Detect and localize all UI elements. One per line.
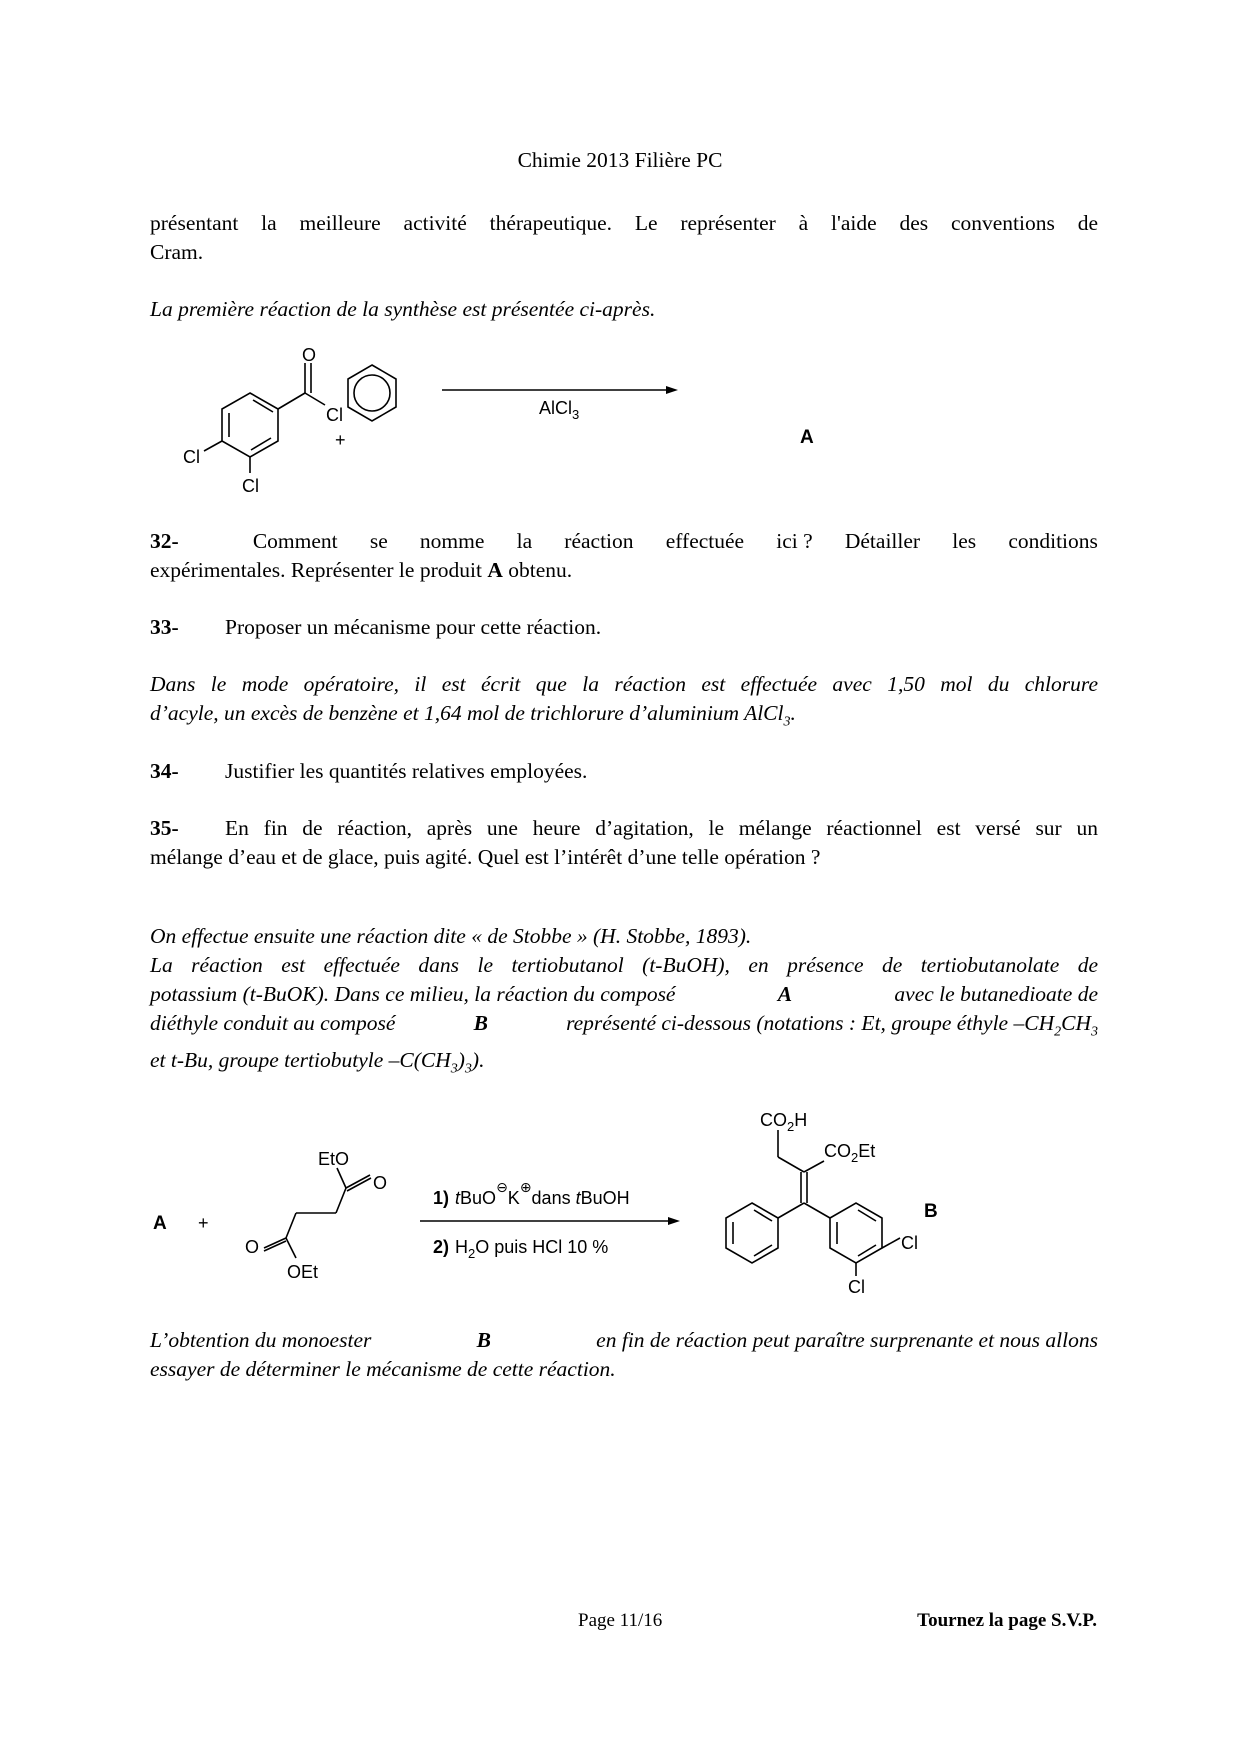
text: d’acyle, un excès de benzène et 1,64 mol de trichlorure d’aluminium AlCl bbox=[150, 701, 784, 725]
subscript: 2 bbox=[1054, 1024, 1062, 1040]
bond bbox=[804, 1161, 824, 1172]
word: effectuée bbox=[665, 529, 745, 553]
text: et t-Bu, groupe tertiobutyle –C(CH bbox=[150, 1048, 451, 1073]
cl-label: Cl bbox=[901, 1233, 918, 1253]
question-number: 34- bbox=[150, 759, 179, 783]
text-group bbox=[566, 1009, 1098, 1046]
turn-page-note: Tournez la page S.V.P. bbox=[917, 1610, 1097, 1631]
dichlorobenzoyl-chloride-structure bbox=[204, 363, 668, 473]
question-text: Justifier les quantités relatives employées. bbox=[225, 759, 588, 783]
product-a-label: A bbox=[800, 427, 814, 448]
reaction-1-arrowhead bbox=[666, 386, 678, 394]
question-32-line-2 bbox=[150, 556, 1098, 585]
bond bbox=[778, 1203, 804, 1218]
oxygen-label: O bbox=[245, 1237, 260, 1257]
question-text: Proposer un mécanisme pour cette réaction. bbox=[225, 615, 602, 639]
acyl-cl-label: Cl bbox=[326, 405, 343, 425]
procedure-line-2 bbox=[150, 699, 1098, 736]
ring-cl-label: Cl bbox=[183, 447, 200, 467]
bond bbox=[346, 1175, 370, 1188]
text: . bbox=[790, 701, 796, 725]
text: obtenu. bbox=[502, 558, 573, 582]
co2et-label: $CO_2Et$ bbox=[824, 1141, 876, 1165]
benzene-aromatic-circle bbox=[354, 375, 390, 411]
c-cl-bond bbox=[305, 393, 325, 405]
text: ). bbox=[471, 1048, 485, 1073]
question-35-line-1 bbox=[150, 814, 1098, 843]
conclusion-paragraph bbox=[150, 1326, 1098, 1384]
question-35 bbox=[150, 814, 1098, 872]
question-text: En fin de réaction, après une heure d’agitation, le mélange réactionnel est versé sur un bbox=[225, 816, 1098, 840]
procedure-line-1: Dans le mode opératoire, il est écrit que la réaction est effectuée avec 1,50 mol du chlorure bbox=[150, 672, 1098, 696]
procedure-paragraph bbox=[150, 670, 1098, 736]
word: ici ? bbox=[776, 529, 813, 553]
word: Détailler bbox=[844, 529, 921, 553]
question-32 bbox=[150, 527, 1098, 585]
bond bbox=[286, 1213, 296, 1238]
benzene-ring bbox=[348, 365, 396, 421]
text: L’obtention du monoester bbox=[150, 1328, 372, 1352]
question-number: 32- bbox=[150, 529, 179, 553]
subscript: 3 bbox=[1090, 1024, 1098, 1040]
stobbe-line-4 bbox=[150, 1009, 1098, 1046]
bond bbox=[778, 1157, 804, 1172]
conclusion-line-1 bbox=[150, 1326, 1098, 1355]
page-title: Chimie 2013 Filière PC bbox=[517, 148, 723, 172]
subscript: 3 bbox=[783, 714, 791, 730]
co2h-label: $CO_2H$ bbox=[760, 1110, 808, 1134]
carbonyl-o-label: O bbox=[302, 345, 317, 365]
reaction-1-scheme bbox=[140, 345, 840, 505]
ring-double-bond bbox=[253, 400, 273, 412]
bond bbox=[336, 1188, 346, 1213]
bold-label: B bbox=[473, 1011, 488, 1035]
word: conditions bbox=[1008, 529, 1098, 553]
diethyl-succinate-structure bbox=[264, 1168, 371, 1258]
plus-sign: + bbox=[335, 430, 346, 450]
bond bbox=[286, 1238, 296, 1258]
intro-line-1 bbox=[150, 209, 1098, 238]
stobbe-line-3 bbox=[150, 980, 1098, 1009]
ring-double-bond bbox=[754, 1210, 772, 1221]
ring-double-bond bbox=[754, 1245, 772, 1256]
reaction-2-scheme bbox=[140, 1095, 1040, 1305]
ring-double-bond bbox=[251, 438, 271, 450]
text: CH bbox=[1061, 1011, 1091, 1035]
oet-label: OEt bbox=[287, 1262, 319, 1282]
question-35-line-2: mélange d’eau et de glace, puis agité. Quel est l’intérêt d’une telle opération ? bbox=[150, 845, 821, 869]
bold-label: B bbox=[476, 1328, 491, 1352]
first-reaction-intro: La première réaction de la synthèse est présentée ci-après. bbox=[150, 297, 656, 321]
product-b-label: B bbox=[924, 1201, 938, 1222]
ring-cl-bond bbox=[204, 441, 222, 451]
word: se bbox=[369, 529, 388, 553]
text: diéthyle conduit au composé bbox=[150, 1011, 396, 1035]
oxygen-label: O bbox=[373, 1173, 388, 1193]
stobbe-line-5 bbox=[150, 1046, 1098, 1083]
stobbe-line-2: La réaction est effectuée dans le tertiobutanol (t-BuOH), en présence de tertiobutanolate de bbox=[150, 953, 1098, 977]
cl-bond bbox=[882, 1238, 900, 1248]
question-34 bbox=[150, 757, 1098, 786]
question-33 bbox=[150, 613, 1098, 642]
word: Comment bbox=[252, 529, 338, 553]
step-2-label: 2) $H_2O$ puis HCl 10 % bbox=[433, 1237, 609, 1261]
ring-double-bond bbox=[858, 1245, 876, 1256]
reaction-2-arrowhead bbox=[668, 1217, 680, 1225]
intro-line-2: Cram. bbox=[150, 240, 204, 264]
word: réaction bbox=[564, 529, 634, 553]
intro-line-1-text: présentant la meilleure activité thérapeutique. Le représenter à l'aide des conventions de bbox=[150, 211, 1098, 235]
conclusion-line-2: essayer de déterminer le mécanisme de cette réaction. bbox=[150, 1357, 616, 1381]
stobbe-paragraph bbox=[150, 922, 1098, 1084]
eto-label: EtO bbox=[318, 1149, 350, 1169]
word: les bbox=[952, 529, 977, 553]
text: expérimentales. Représenter le produit bbox=[150, 558, 488, 582]
acyl-bond bbox=[278, 393, 305, 409]
subscript: 3 bbox=[464, 1061, 472, 1077]
cl-label: Cl bbox=[848, 1277, 865, 1297]
bold-label: A bbox=[777, 982, 793, 1006]
plus-sign: + bbox=[198, 1213, 209, 1233]
bond bbox=[337, 1168, 346, 1188]
intro-paragraph bbox=[150, 209, 1098, 267]
ring-double-bond bbox=[858, 1210, 876, 1221]
page-number: Page 11/16 bbox=[578, 1610, 663, 1631]
dichloro-ring bbox=[222, 393, 278, 457]
text: représenté ci-dessous (notations : Et, groupe éthyle –CH bbox=[566, 1011, 1055, 1035]
stobbe-line-1: On effectue ensuite une réaction dite « de Stobbe » (H. Stobbe, 1893). bbox=[150, 924, 752, 948]
text: avec le butanedioate de bbox=[894, 982, 1098, 1006]
text: en fin de réaction peut paraître surprenante et nous allons bbox=[596, 1328, 1098, 1352]
reactant-a-label: A bbox=[153, 1213, 167, 1234]
subscript: 3 bbox=[450, 1061, 458, 1077]
word: nomme bbox=[419, 529, 485, 553]
question-number: 35- bbox=[150, 816, 179, 840]
text: potassium (t-BuOK). Dans ce milieu, la réaction du composé bbox=[150, 982, 676, 1006]
word: la bbox=[516, 529, 533, 553]
question-number: 33- bbox=[150, 615, 179, 639]
bold-label: A bbox=[487, 558, 503, 582]
reagent-label: AlCl$_3$ bbox=[539, 398, 580, 422]
step-1-label: 1) tBuO⊖K⊕dans tBuOH bbox=[433, 1179, 630, 1208]
question-32-line-1 bbox=[150, 527, 1098, 556]
bond bbox=[804, 1203, 830, 1218]
bond bbox=[347, 1178, 371, 1191]
text: ) bbox=[457, 1048, 465, 1073]
ring-cl-label: Cl bbox=[242, 476, 259, 496]
